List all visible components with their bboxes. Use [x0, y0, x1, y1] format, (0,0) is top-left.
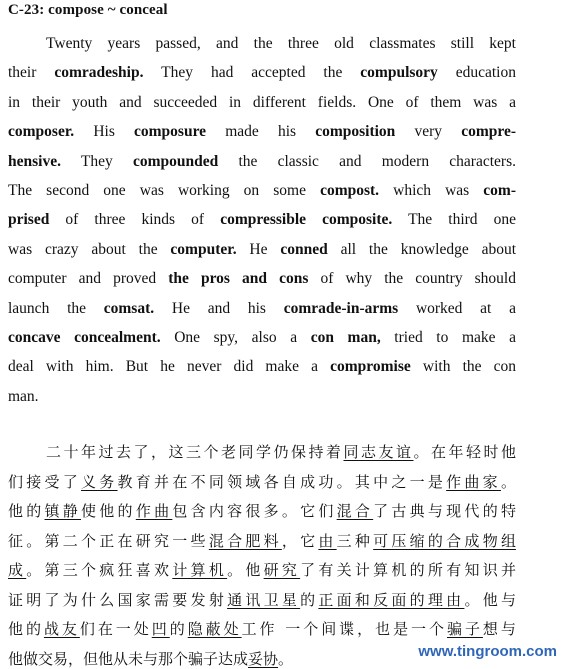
vocab-term: com-	[483, 182, 516, 199]
text-run: ，它	[281, 531, 319, 550]
vocab-term: compounded	[132, 152, 219, 170]
english-line	[46, 34, 516, 54]
vocab-term: compromise	[330, 358, 411, 376]
underlined-term: 作曲家	[446, 472, 501, 491]
text-run: 想与	[482, 620, 516, 638]
text-run: 。他与	[464, 590, 516, 609]
text-run: which was	[379, 182, 484, 199]
text-run: They	[60, 152, 133, 170]
text-run: He	[236, 240, 281, 258]
vocab-term: comsat.	[103, 299, 155, 317]
english-line	[8, 63, 516, 83]
english-line	[8, 152, 516, 172]
text-run: 。	[500, 472, 516, 491]
underlined-term: 混合肥料	[208, 531, 282, 550]
underlined-term: 成	[8, 561, 27, 579]
text-run: The second one was working on some	[8, 182, 321, 199]
text-run: 证明了为什么国家需要发射	[8, 590, 228, 609]
text-run: 教育并在不同领域各自成功。其中之一是	[117, 472, 447, 491]
underlined-term: 由	[318, 531, 337, 550]
vocab-term: compulsory	[360, 64, 438, 82]
vocab-term: comrade-in-arms	[283, 299, 399, 317]
vocab-term: comradeship.	[54, 64, 144, 82]
text-run: worked at a	[398, 299, 516, 317]
text-run: of three kinds of	[49, 211, 221, 229]
text-run: 使他的	[81, 502, 136, 520]
text-run: man.	[8, 387, 39, 405]
text-run: 。他	[227, 561, 264, 579]
entry-heading: C-23: compose ~ conceal	[8, 2, 168, 18]
text-run: deal with him. But he never did make a	[8, 358, 331, 376]
underlined-term: 凹	[151, 620, 170, 638]
underlined-term: 可压缩的合成物组	[373, 531, 516, 550]
english-line	[8, 93, 516, 113]
vocab-term: hensive.	[8, 152, 61, 170]
english-line	[8, 357, 516, 377]
text-run: 了古典与现代的特	[373, 502, 516, 520]
text-run: 们在一处	[79, 620, 152, 638]
vocab-term: computer.	[170, 240, 237, 258]
text-run: Twenty years passed, and the three old classmates still kept	[46, 35, 516, 52]
underlined-term: 妥协	[248, 649, 279, 668]
text-run: 二十年过去了，这三个老同学仍保持着	[46, 443, 344, 461]
underlined-term: 镇静	[44, 502, 82, 520]
underlined-term: 同志友谊	[343, 443, 414, 461]
text-run: 。第三个疯狂喜欢	[26, 561, 173, 579]
text-run: They had accepted the	[143, 64, 361, 82]
text-run: their	[8, 64, 55, 82]
underlined-term: 作曲	[135, 502, 173, 520]
vocab-term: compressible composite.	[220, 211, 393, 229]
chinese-line	[8, 619, 516, 639]
english-line	[8, 122, 516, 142]
underlined-term: 骗子	[446, 620, 483, 638]
text-run: of why the country should	[308, 270, 516, 288]
underlined-term: 义务	[81, 472, 118, 491]
text-run: 他的	[8, 620, 44, 638]
text-run: His	[74, 123, 135, 141]
vocab-term: concave concealment.	[8, 329, 161, 346]
text-run: He and his	[154, 299, 284, 317]
text-run: made his	[206, 123, 316, 141]
vocab-term: compost.	[320, 182, 380, 199]
vocab-term: compre-	[461, 123, 516, 141]
vocab-term: composer.	[8, 123, 75, 141]
chinese-line	[8, 472, 516, 492]
underlined-term: 隐蔽处	[187, 620, 242, 638]
vocab-term: composition	[315, 123, 396, 141]
text-run: 们接受了	[8, 472, 82, 491]
underlined-term: 研究	[263, 561, 301, 579]
text-run: with the con	[410, 358, 517, 376]
underlined-term: 通讯卫星	[227, 590, 301, 609]
text-run: tried to make a	[380, 329, 516, 346]
text-run: 他做交易，但他从未与那个骗子达成	[8, 649, 249, 668]
english-line	[8, 269, 516, 289]
underlined-term: 正面和反面的理由	[318, 590, 465, 609]
site-watermark: www.tingroom.com	[418, 643, 557, 660]
text-run: The third one	[392, 211, 517, 229]
vocab-term: the pros and cons	[168, 270, 309, 288]
text-run: 。	[278, 649, 294, 668]
text-run: 了有关计算机的所有知识并	[300, 561, 516, 579]
vocab-term: composure	[134, 123, 207, 141]
text-run: all the knowledge about	[327, 240, 517, 258]
text-run: 的	[300, 590, 319, 609]
underlined-term: 计算机	[172, 561, 228, 579]
chinese-line	[8, 501, 516, 521]
text-run: 三种	[336, 531, 374, 550]
underlined-term: 战友	[43, 620, 80, 638]
english-line	[8, 181, 516, 201]
vocab-term: con man,	[310, 329, 381, 346]
text-run: was crazy about the	[8, 240, 171, 258]
text-run: in their youth and succeeded in different fields. One of them was a	[8, 93, 516, 111]
text-run: 工作 一个间谍，也是一个	[241, 620, 447, 638]
english-line	[8, 210, 516, 230]
chinese-line	[8, 560, 516, 580]
chinese-line	[8, 531, 516, 551]
underlined-term: 混合	[336, 502, 374, 520]
text-run: One spy, also a	[160, 329, 311, 346]
chinese-line	[46, 442, 516, 462]
text-run: 他的	[8, 502, 45, 520]
english-line	[8, 240, 516, 260]
chinese-line	[8, 590, 516, 610]
text-run: very	[395, 123, 462, 141]
text-run: 的	[169, 620, 188, 638]
text-run: 。在年轻时他	[413, 443, 516, 461]
text-run: the classic and modern characters.	[218, 152, 516, 170]
english-line	[8, 387, 516, 407]
vocab-term: conned	[280, 240, 328, 258]
vocab-term: prised	[8, 211, 50, 229]
text-run: launch the	[8, 299, 104, 317]
english-line	[8, 328, 516, 348]
text-run: 包含内容很多。它们	[172, 502, 337, 520]
text-run: 征。第二个正在研究一些	[8, 531, 209, 550]
text-run: education	[437, 64, 516, 82]
text-run: computer and proved	[8, 270, 169, 288]
english-line	[8, 299, 516, 319]
